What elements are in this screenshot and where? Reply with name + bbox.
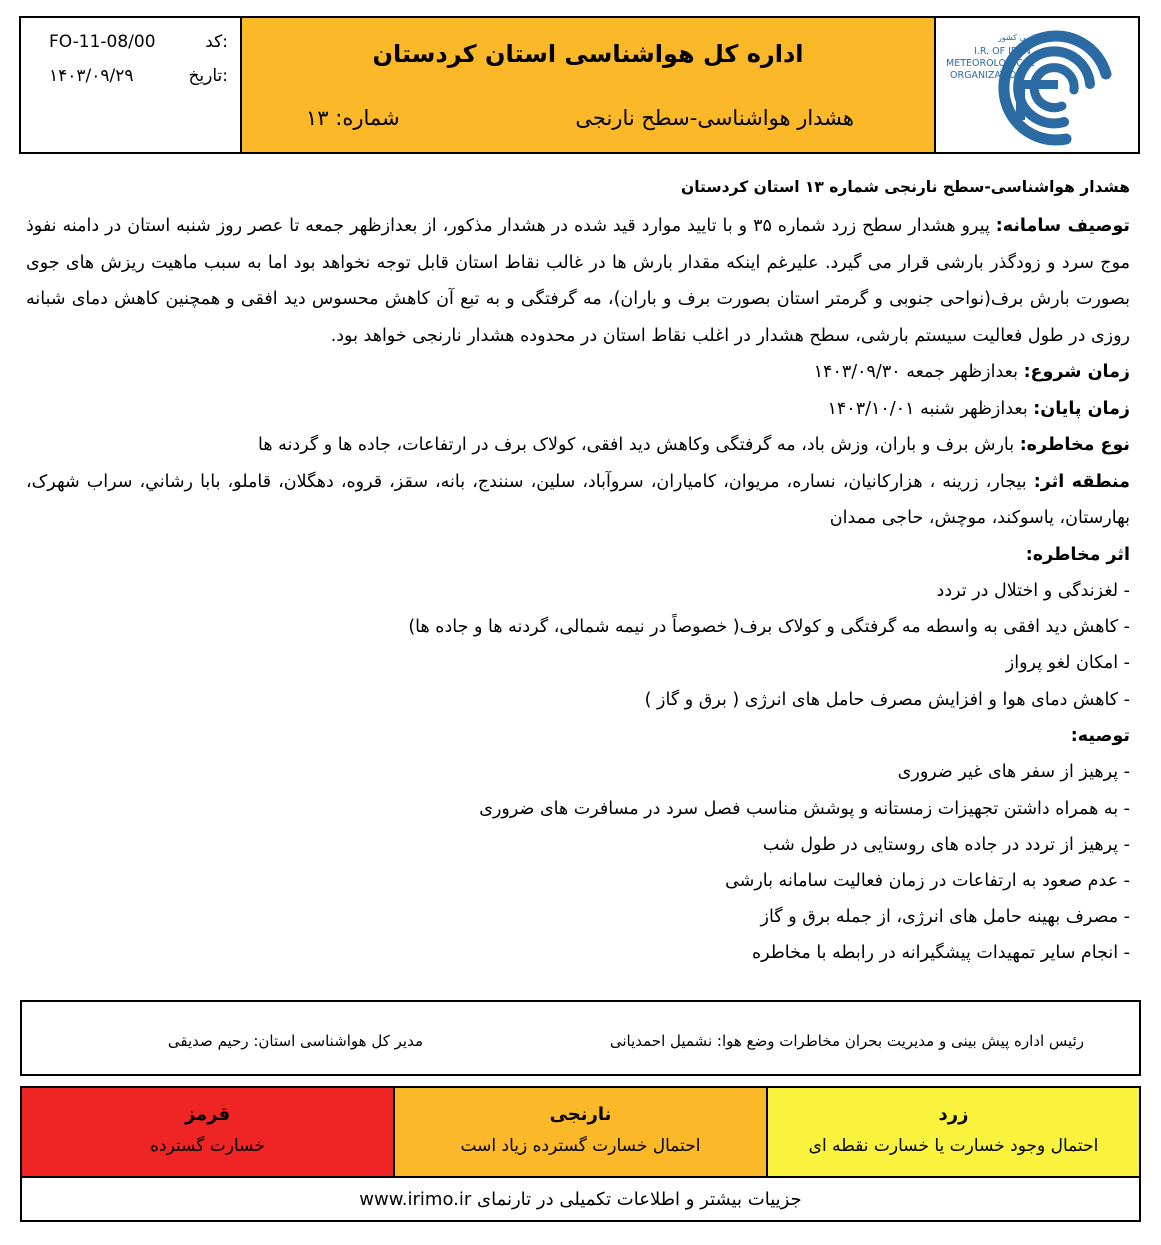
- document-heading: هشدار هواشناسی-سطح نارنجی شماره ۱۳ استان کردستان: [681, 178, 1130, 196]
- end-time-value: بعدازظهر شنبه ۱۴۰۳/۱۰/۰۱: [827, 398, 1034, 419]
- list-item: - پرهیز از تردد در جاده های روستایی در طول شب: [762, 834, 1130, 855]
- logo-english-line-1: I.R. OF IRAN: [974, 46, 1031, 57]
- form-date-label: تاریخ:: [188, 66, 228, 86]
- logo-persian-text: سازمان هواشناسی کشور: [998, 33, 1084, 42]
- list-item: - کاهش دید افقی به واسطه مه گرفتگی و کولاک برف( خصوصاً در نیمه شمالی، گردنه ها و جاده ها): [408, 617, 1130, 638]
- document-header: [19, 16, 1140, 154]
- hazard-type-label: نوع مخاطره:: [1019, 435, 1130, 455]
- list-item: - امکان لغو پرواز: [1005, 653, 1130, 674]
- signature-box: [20, 1000, 1141, 1076]
- list-item: - عدم صعود به ارتفاعات در زمان فعالیت سامانه بارشی: [725, 870, 1130, 891]
- logo-english-line-2: METEOROLOGICAL: [946, 58, 1035, 69]
- start-time-value: بعدازظهر جمعه ۱۴۰۳/۰۹/۳۰: [813, 362, 1024, 382]
- legend-orange-name: نارنجی: [549, 1104, 612, 1125]
- form-date-row: [21, 66, 240, 96]
- advice-label: توصیه:: [1070, 725, 1130, 746]
- header-title-box: [242, 18, 936, 152]
- end-time-label: زمان پایان:: [1033, 398, 1130, 419]
- warning-content: [26, 172, 1130, 972]
- system-description-text: پیرو هشدار سطح زرد شماره ۳۵ و با تایید موارد قید شده در هشدار مذکور، از بعدازظهر جمعه تا عصر روز شنبه استان در دامنه نفوذ موج سرد و زودگذر بارشی قرار می گیرد. علیرغم اینکه مقدار بارش ها در غالب نقاط استان قابل توجه نخواهد بود اما به سبب ماهیت ریزش های جوی بصورت بارش برف(نواحی جنوبی و گرمتر استان بصورت برف و باران)، مه گرفتگی و به تبع آن کاهش محسوس دید افقی و همچنین کاهش دمای شبانه روزی در طول فعالیت سیستم بارشی، سطح هشدار در اغلب نقاط استان در محدوده هشدار نارنجی خواهد بود.: [26, 216, 1130, 346]
- form-code-box: [21, 18, 242, 152]
- legend-red-description: خسارت گسترده: [150, 1136, 265, 1156]
- hazard-effects-heading: [26, 537, 1130, 574]
- affected-area-label: منطقه اثر:: [1033, 471, 1131, 492]
- warning-level-title: هشدار هواشناسی-سطح نارنجی: [575, 106, 854, 130]
- legend-red-name: قرمز: [184, 1104, 231, 1125]
- start-time-label: زمان شروع:: [1023, 362, 1130, 382]
- form-code-row: [21, 32, 240, 62]
- legend-yellow-description: احتمال وجود خسارت یا خسارت نقطه ای: [808, 1136, 1099, 1156]
- legend-orange: [393, 1088, 766, 1176]
- affected-area-value: بیجار، زرینه ، هزارکانیان، نساره، مریوان، کامیاران، سروآباد، سلین، سنندج، بانه، سقز، قروه، دهگلان، قاملو، بابا رشاني، سراب شهرک، بهارستان، یاسوکند، موچش، حاجی ممدان: [26, 471, 1130, 528]
- logo-english-line-3: ORGANIZATION: [950, 70, 1024, 81]
- form-date-value: ۱۴۰۳/۰۹/۲۹: [49, 66, 134, 86]
- hazard-effects-list: [26, 573, 1130, 718]
- website-footer: جزییات بیشتر و اطلاعات تکمیلی در تارنمای www.irimo.ir: [359, 1189, 802, 1210]
- hazard-type-value: بارش برف و باران، وزش باد، مه گرفتگی وکاهش دید افقی، کولاک برف در ارتفاعات، جاده ها و گردنه ها: [258, 435, 1020, 455]
- irimo-logo: [936, 18, 1138, 152]
- list-item: - به همراه داشتن تجهیزات زمستانه و پوشش مناسب فصل سرد در مسافرت های ضروری: [479, 798, 1130, 819]
- list-item: - مصرف بهینه حامل های انرژی، از جمله برق و گاز: [760, 907, 1130, 928]
- hazard-effects-label: اثر مخاطره:: [1025, 544, 1130, 565]
- warning-number: شماره: ۱۳: [306, 106, 400, 130]
- warning-level-legend: [20, 1086, 1141, 1222]
- legend-yellow: [766, 1088, 1139, 1176]
- hazard-type: [26, 427, 1130, 464]
- list-item: - انجام سایر تمهیدات پیشگیرانه در رابطه با مخاطره: [752, 943, 1130, 964]
- legend-orange-description: احتمال خسارت گسترده زیاد است: [460, 1136, 701, 1156]
- legend-levels: [22, 1088, 1139, 1178]
- forecast-head-signature: رئیس اداره پیش بینی و مدیریت بحران مخاطرات وضع هوا: نشمیل احمدیانی: [609, 1032, 1084, 1050]
- list-item: - پرهیز از سفر های غیر ضروری: [897, 762, 1130, 783]
- organization-title: اداره کل هواشناسی استان کردستان: [372, 40, 804, 68]
- form-code-value: FO-11-08/00: [49, 32, 156, 52]
- list-item: - کاهش دمای هوا و افزایش مصرف حامل های انرژی ( برق و گاز ): [644, 689, 1130, 710]
- legend-red: [22, 1088, 393, 1176]
- system-description-label: توصیف سامانه:: [995, 216, 1131, 236]
- start-time: [26, 354, 1130, 391]
- irimo-logo-icon: [936, 18, 1136, 152]
- list-item: - لغزندگی و اختلال در تردد: [936, 581, 1130, 601]
- legend-yellow-name: زرد: [938, 1104, 969, 1125]
- form-code-label: کد:: [205, 32, 228, 52]
- director-signature: مدیر کل هواشناسی استان: رحیم صدیقی: [167, 1032, 423, 1050]
- advice-list: [26, 754, 1130, 971]
- affected-area: [26, 464, 1130, 537]
- end-time: [26, 391, 1130, 428]
- advice-heading: [26, 718, 1130, 755]
- system-description: [26, 208, 1130, 354]
